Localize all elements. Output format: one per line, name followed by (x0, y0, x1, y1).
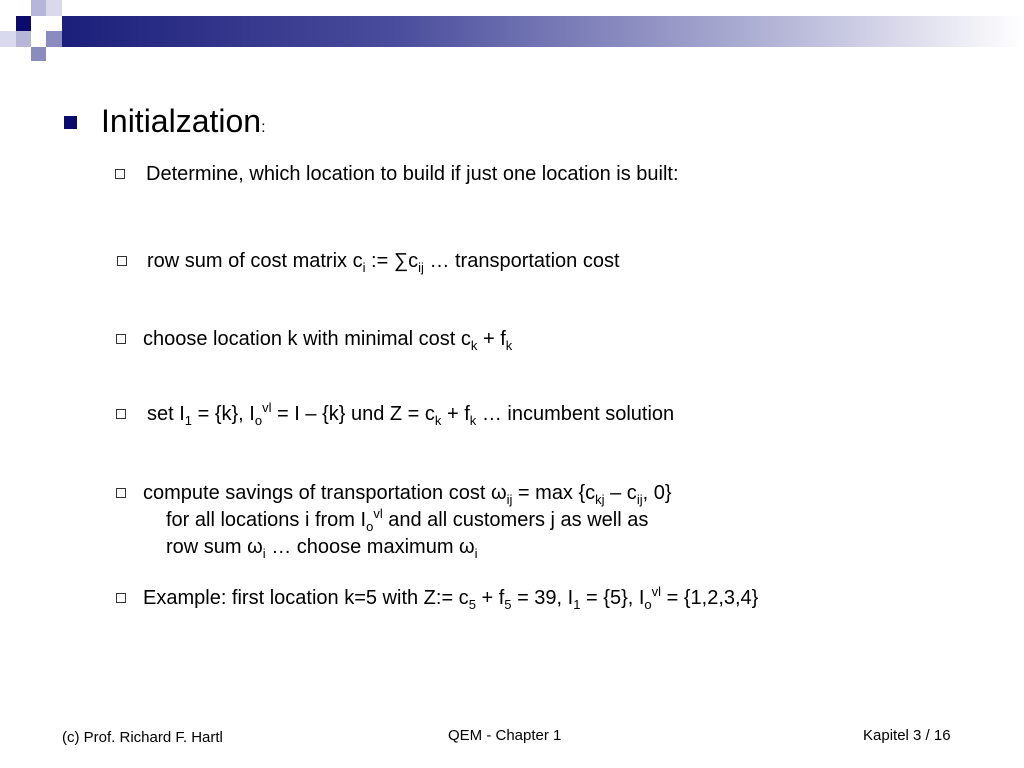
bullet-compute-savings: compute savings of transportation cost $\omega_{ij} = \max \{c_{kj} - c_{ij}$, 0} (143, 482, 672, 507)
bullet-set-incumbent: set $I_1 = \{k\}$, $I_o^{vl} = I - \{k\}$ und $Z = c_k + f_k$ … incumbent solution (147, 400, 675, 428)
bullet-row-sum: row sum of cost matrix $c_i$ := $\sum c_{ij}$ … transportation cost (147, 250, 620, 275)
sub-bullet-box (117, 256, 127, 266)
footer-chapter: QEM - Chapter 1 (448, 727, 562, 744)
deco-square (16, 31, 31, 47)
main-bullet (64, 116, 77, 129)
deco-square (31, 47, 46, 61)
slide-heading: Initialzation: (101, 103, 266, 139)
bullet-choose-location: choose location k with minimal cost $c_k + f_k$ (143, 328, 513, 353)
bullet-determine: Determine, which location to build if just one location is built: (146, 163, 679, 185)
sub-bullet-box (116, 593, 126, 603)
sub-bullet-box (116, 488, 126, 498)
header-decoration (0, 0, 1024, 70)
savings-continuation-2: row sum $\omega_i$ … choose maximum $\omega_i$ (166, 536, 478, 561)
deco-square (31, 0, 46, 16)
deco-square (46, 0, 62, 16)
footer-author: (c) Prof. Richard F. Hartl (62, 729, 223, 746)
footer-page-number: Kapitel 3 / 16 (863, 727, 951, 744)
sub-bullet-box (116, 334, 126, 344)
sub-bullet-box (115, 169, 125, 179)
sub-bullet-box (116, 409, 126, 419)
deco-square (0, 31, 16, 47)
deco-square (16, 16, 31, 31)
savings-continuation-1: for all locations i from $I_o^{vl}$ and all customers j as well as (166, 506, 649, 534)
deco-square (46, 31, 62, 47)
header-gradient-bar (62, 16, 1024, 47)
bullet-example: Example: first location k=5 with Z:= $c_5 + f_5 = 39$, $I_1 = \{5\}$, $I_o^{vl} = \{1,2,3,4\}$ (143, 584, 759, 612)
